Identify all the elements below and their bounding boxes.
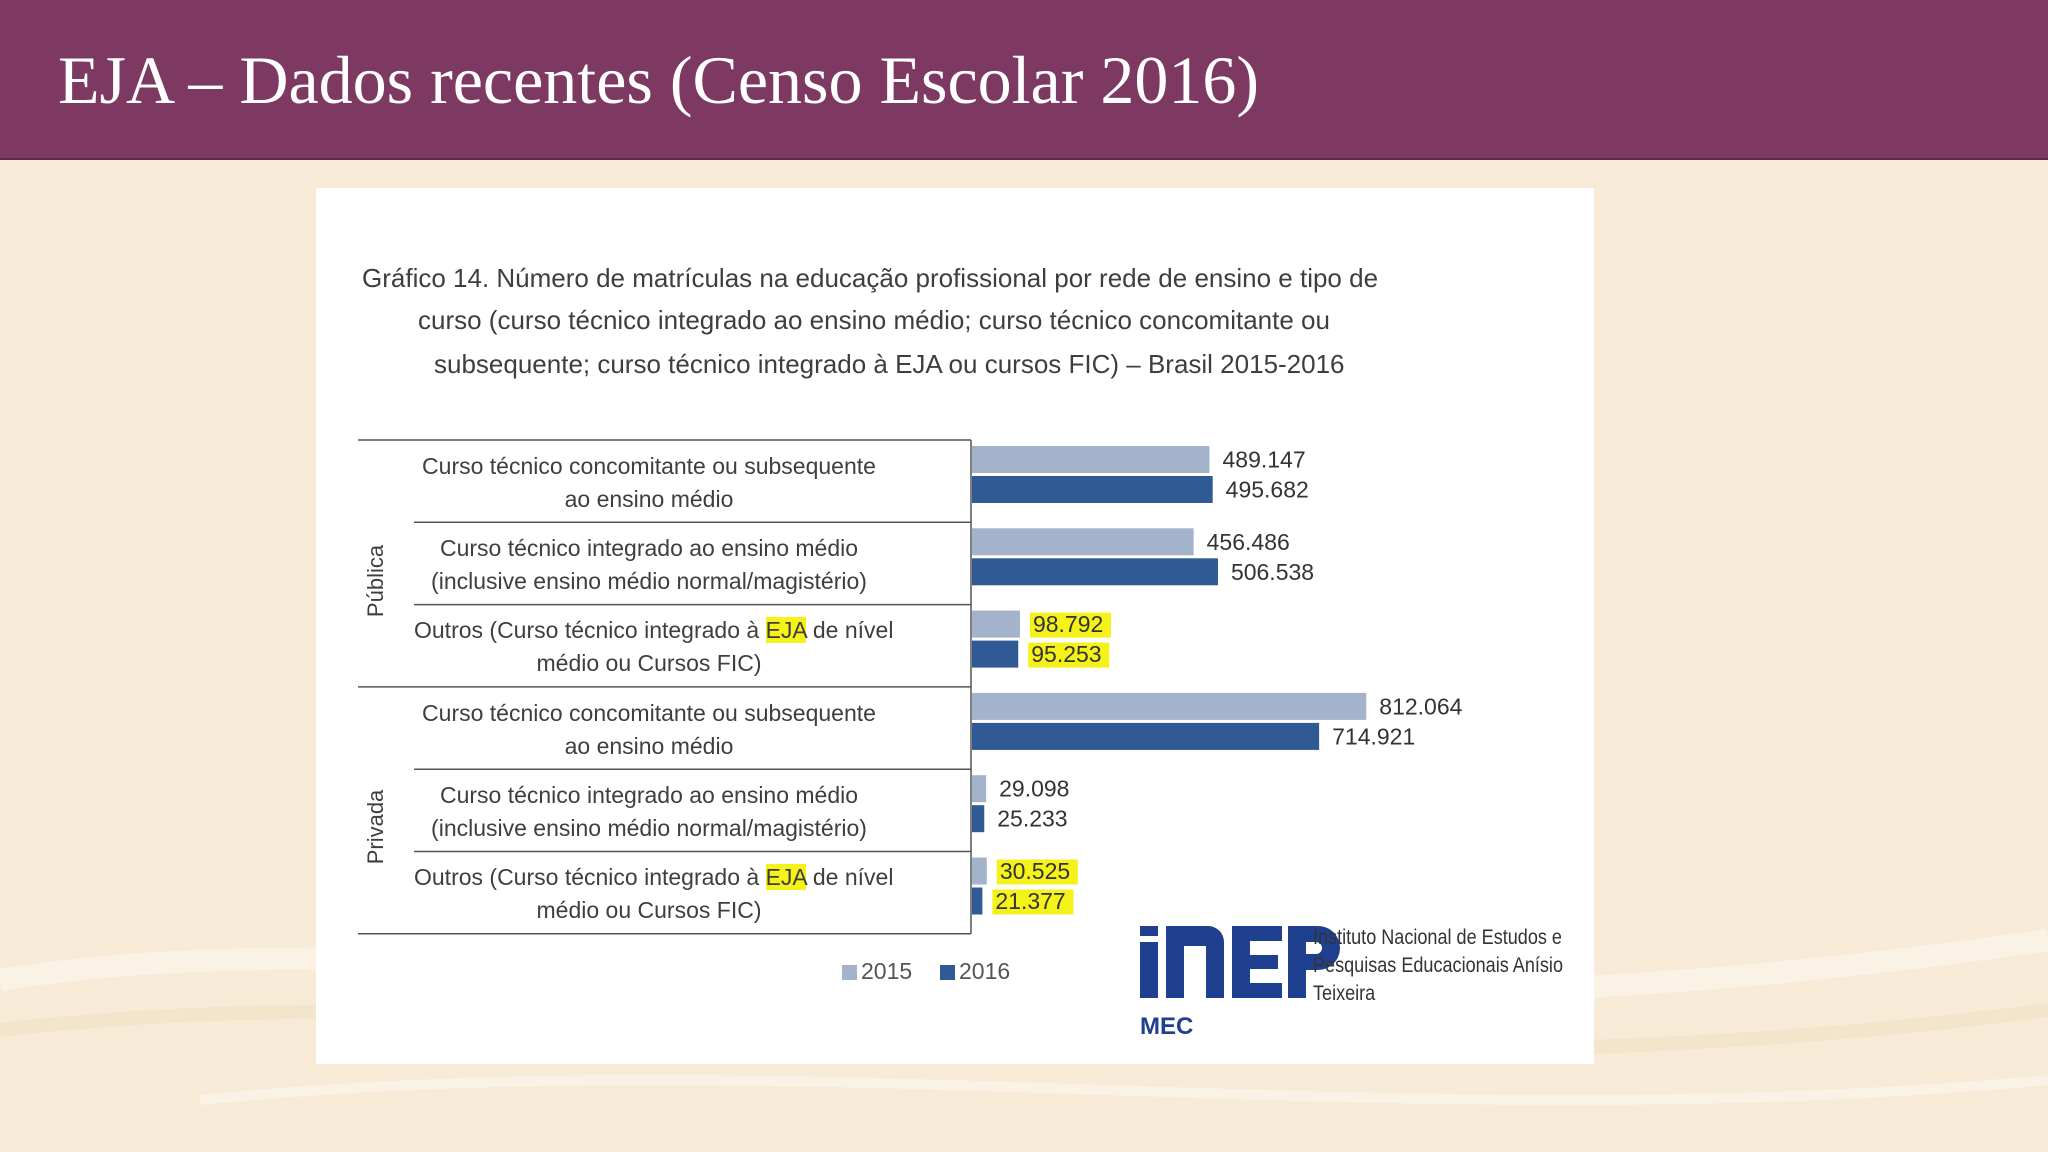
bar-2016-row-6 [972, 888, 982, 915]
bar-2016-row-3 [972, 641, 1018, 668]
bar-2015-row-5 [972, 775, 986, 802]
row-label-privada-integrado: Curso técnico integrado ao ensino médio (inclusive ensino médio normal/magistério) [431, 782, 867, 841]
bar-2015-row-2 [972, 528, 1194, 555]
value-label-2016-row-2: 506.538 [1230, 558, 1315, 585]
value-label-2016-row-3: 95.253 [1031, 641, 1102, 668]
row-label-publica-outros: Outros (Curso técnico integrado à EJA de nível médio ou Cursos FIC) [414, 617, 894, 676]
slide-title: EJA – Dados recentes (Censo Escolar 2016) [58, 42, 1260, 118]
bar-2016-row-5 [972, 805, 984, 832]
value-label-2015-row-6: 30.525 [999, 858, 1071, 884]
value-label-2016-row-4: 714.921 [1332, 723, 1416, 750]
legend-2015: 2015 [842, 958, 912, 985]
bar-2015-row-3 [972, 611, 1020, 638]
value-label-2016-row-5: 25.233 [997, 805, 1068, 832]
chart-caption-line-2: curso (curso técnico integrado ao ensino médio; curso técnico concomitante ou [418, 305, 1330, 335]
bar-2016-row-4 [972, 723, 1319, 750]
mec-text: MEC [1140, 1013, 1194, 1040]
value-label-2015-row-1: 489.147 [1222, 446, 1306, 473]
row-label-privada-concomitante: Curso técnico concomitante ou subsequente ao ensino médio [422, 700, 876, 759]
row-label-privada-outros: Outros (Curso técnico integrado à EJA de nível médio ou Cursos FIC) [414, 864, 894, 923]
value-label-2015-row-5: 29.098 [999, 775, 1070, 802]
title-bar [0, 0, 2048, 160]
value-label-2015-row-2: 456.486 [1206, 528, 1290, 555]
legend-swatch-2015 [842, 965, 857, 980]
value-label-2015-row-3: 98.792 [1032, 611, 1104, 638]
row-label-publica-concomitante: Curso técnico concomitante ou subsequente ao ensino médio [422, 453, 876, 512]
legend-swatch-2016 [940, 965, 955, 980]
value-label-2016-row-6: 21.377 [995, 888, 1066, 914]
chart-figure [316, 188, 1594, 1064]
bar-2015-row-4 [972, 693, 1366, 720]
legend-2016: 2016 [940, 958, 1010, 985]
row-label-publica-integrado: Curso técnico integrado ao ensino médio (inclusive ensino médio normal/magistério) [431, 535, 867, 594]
institution-name: Instituto Nacional de Estudos e Pesquisas Educacionais Anísio Teixeira [1313, 926, 1563, 1005]
bar-2016-row-2 [972, 558, 1218, 585]
group-label-privada: Privada [363, 789, 388, 865]
bar-2015-row-6 [972, 858, 987, 885]
chart-caption-line-1: Gráfico 14. Número de matrículas na educação profissional por rede de ensino e tipo de [362, 263, 1379, 293]
eja-highlight: EJA [765, 617, 807, 643]
bar-2015-row-1 [972, 446, 1210, 473]
eja-highlight: EJA [765, 864, 807, 890]
chart-caption-line-3: subsequente; curso técnico integrado à EJA ou cursos FIC) – Brasil 2015-2016 [434, 349, 1345, 379]
bar-2016-row-1 [972, 476, 1213, 503]
value-label-2015-row-4: 812.064 [1379, 693, 1463, 720]
value-label-2016-row-1: 495.682 [1225, 476, 1309, 503]
group-label-publica: Pública [363, 544, 388, 618]
